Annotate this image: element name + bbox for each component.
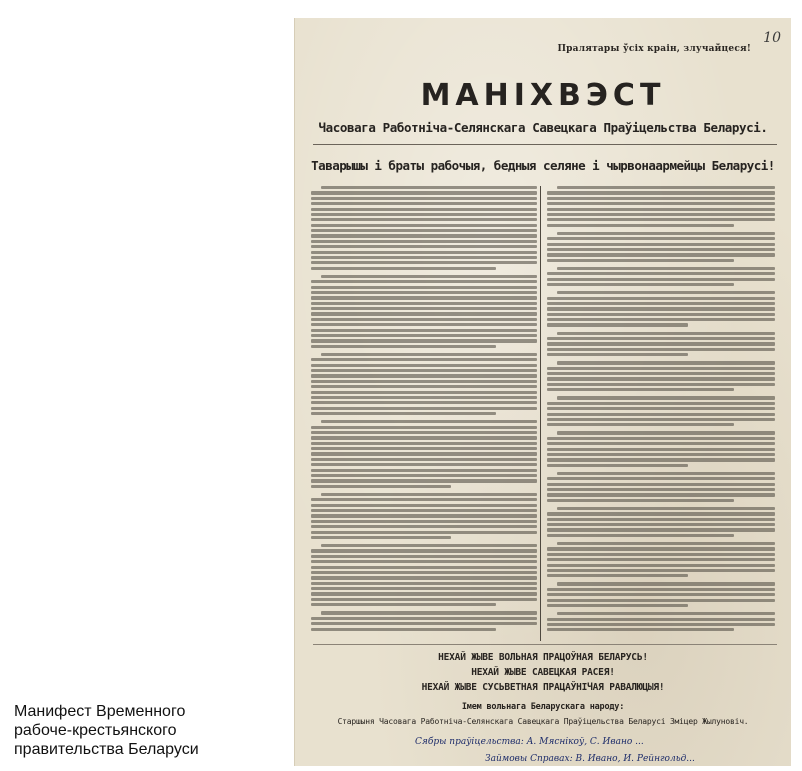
text-line	[547, 342, 775, 345]
text-line	[547, 464, 688, 467]
text-line	[311, 479, 537, 482]
text-line	[547, 564, 775, 567]
caption-line: Манифест Временного	[14, 703, 186, 720]
text-line	[547, 388, 734, 391]
text-line	[311, 442, 537, 445]
text-line	[311, 571, 537, 574]
text-line	[311, 504, 537, 507]
signature-stamp: Сябры праўіцельства: А. Мяснікоў, С. Ивано ...	[415, 737, 644, 747]
text-line	[547, 302, 775, 305]
text-paragraph	[311, 420, 537, 488]
text-line	[311, 560, 537, 563]
text-line	[311, 458, 537, 461]
text-line	[311, 234, 537, 237]
text-line	[547, 348, 775, 351]
text-line	[557, 232, 775, 235]
text-line	[311, 447, 537, 450]
text-line	[321, 186, 537, 189]
text-paragraph	[547, 472, 775, 502]
text-line	[311, 622, 537, 625]
text-line	[557, 267, 775, 270]
text-paragraph	[547, 267, 775, 286]
text-line	[557, 431, 775, 434]
text-line	[311, 218, 537, 221]
column-divider	[540, 186, 541, 641]
text-line	[311, 431, 537, 434]
text-column-right	[547, 186, 775, 641]
text-line	[547, 499, 734, 502]
government-signature-line: Старшыня Часовага Работніча-Селянскага Савецкага Праўіцельства Беларусі Зміцер Жылуновіч.	[337, 717, 749, 726]
document-title: МАНІХВЭСТ	[420, 78, 666, 113]
text-line	[547, 237, 775, 240]
text-line	[311, 251, 537, 254]
text-line	[311, 256, 537, 259]
text-line	[311, 240, 537, 243]
slogan-cheer: НЕХАЙ ЖЫВЕ САВЕЦКАЯ РАСЕЯ!	[471, 667, 615, 678]
text-line	[547, 493, 775, 496]
text-line	[547, 418, 775, 421]
text-line	[311, 566, 537, 569]
slogan: Пралятары ўсіх краін, злучайцеся!	[557, 44, 751, 54]
text-paragraph	[547, 186, 775, 227]
text-line	[311, 469, 537, 472]
text-line	[311, 245, 537, 248]
text-paragraph	[311, 275, 537, 348]
text-line	[547, 512, 775, 515]
text-line	[311, 307, 537, 310]
text-line	[311, 197, 537, 200]
text-line	[311, 334, 537, 337]
text-line	[311, 628, 496, 631]
text-line	[547, 483, 775, 486]
text-line	[547, 278, 775, 281]
text-line	[311, 514, 537, 517]
text-line	[547, 423, 734, 426]
caption-line: правительства Беларуси	[14, 741, 199, 758]
text-line	[547, 518, 775, 521]
text-line	[311, 208, 537, 211]
document-address: Таварышы і браты рабочыя, бедныя селяне і чырвонаармейцы Беларусі!	[311, 158, 775, 173]
text-line	[547, 208, 775, 211]
text-line	[311, 267, 496, 270]
text-line	[547, 534, 734, 537]
text-line	[547, 413, 775, 416]
text-line	[547, 402, 775, 405]
divider-line	[313, 144, 777, 145]
text-line	[311, 617, 537, 620]
text-paragraph	[547, 332, 775, 357]
text-line	[557, 472, 775, 475]
text-line	[311, 520, 537, 523]
text-line	[547, 437, 775, 440]
text-line	[547, 259, 734, 262]
text-line	[547, 593, 775, 596]
text-line	[547, 523, 775, 526]
text-paragraph	[311, 353, 537, 415]
text-paragraph	[547, 232, 775, 262]
text-line	[311, 291, 537, 294]
text-line	[321, 611, 537, 614]
image-caption	[14, 702, 284, 759]
text-line	[311, 369, 537, 372]
text-line	[547, 458, 775, 461]
text-line	[547, 477, 775, 480]
text-line	[557, 582, 775, 585]
text-line	[547, 453, 775, 456]
text-line	[547, 628, 734, 631]
document-subtitle: Часовага Работніча-Селянскага Савецкага Праўіцельства Беларусі.	[318, 120, 768, 135]
text-line	[321, 493, 537, 496]
text-line	[311, 401, 537, 404]
text-line	[547, 313, 775, 316]
text-line	[311, 407, 537, 410]
text-line	[547, 569, 775, 572]
text-line	[547, 243, 775, 246]
slogan-cheer: НЕХАЙ ЖЫВЕ ВОЛЬНАЯ ПРАЦОЎНАЯ БЕЛАРУСЬ!	[438, 652, 648, 663]
text-line	[547, 547, 775, 550]
text-line	[547, 337, 775, 340]
text-line	[547, 283, 734, 286]
text-line	[547, 604, 688, 607]
text-line	[311, 380, 537, 383]
text-line	[311, 463, 537, 466]
text-line	[311, 318, 537, 321]
text-line	[547, 588, 775, 591]
text-line	[547, 367, 775, 370]
text-paragraph	[547, 582, 775, 607]
text-line	[547, 272, 775, 275]
text-line	[547, 224, 734, 227]
text-line	[311, 261, 537, 264]
text-line	[311, 191, 537, 194]
text-line	[547, 202, 775, 205]
text-line	[547, 323, 688, 326]
text-line	[547, 448, 775, 451]
text-line	[311, 536, 451, 539]
text-paragraph	[311, 544, 537, 606]
text-line	[547, 353, 688, 356]
text-line	[311, 509, 537, 512]
text-line	[557, 186, 775, 189]
text-line	[311, 358, 537, 361]
text-line	[547, 574, 688, 577]
text-line	[311, 345, 496, 348]
text-line	[311, 549, 537, 552]
text-paragraph	[547, 542, 775, 577]
text-line	[311, 452, 537, 455]
text-line	[557, 361, 775, 364]
text-line	[321, 275, 537, 278]
text-line	[557, 396, 775, 399]
order-line: Імем вольнага Беларускага народу:	[461, 702, 625, 712]
text-line	[547, 197, 775, 200]
text-line	[547, 383, 775, 386]
text-line	[311, 286, 537, 289]
text-paragraph	[547, 361, 775, 391]
text-line	[311, 498, 537, 501]
text-line	[547, 407, 775, 410]
text-line	[557, 542, 775, 545]
text-line	[311, 436, 537, 439]
slogan-cheer: НЕХАЙ ЖЫВЕ СУСЬВЕТНАЯ ПРАЦАЎНІЧАЯ РАВАЛЮЦЫЯ!	[421, 682, 665, 693]
text-paragraph	[547, 291, 775, 326]
text-line	[311, 587, 537, 590]
text-line	[547, 553, 775, 556]
text-line	[547, 218, 775, 221]
text-line	[557, 612, 775, 615]
text-line	[547, 528, 775, 531]
text-paragraph	[547, 396, 775, 426]
text-line	[311, 592, 537, 595]
text-line	[311, 603, 496, 606]
text-line	[311, 474, 537, 477]
text-line	[311, 385, 537, 388]
text-line	[311, 339, 537, 342]
text-line	[311, 531, 537, 534]
signature-stamp: Займовы Справах: В. Ивано, И. Рейнгольд...	[485, 754, 695, 764]
text-line	[311, 202, 537, 205]
text-line	[311, 391, 537, 394]
text-paragraph	[311, 611, 537, 630]
text-line	[547, 372, 775, 375]
text-line	[311, 312, 537, 315]
text-line	[557, 507, 775, 510]
text-line	[547, 377, 775, 380]
text-line	[311, 280, 537, 283]
text-line	[311, 426, 537, 429]
text-line	[311, 302, 537, 305]
caption-line: рабоче-крестьянского	[14, 722, 177, 739]
page-number: 10	[763, 30, 781, 46]
text-line	[547, 253, 775, 256]
text-line	[547, 488, 775, 491]
text-line	[311, 229, 537, 232]
manifesto-document	[294, 18, 791, 766]
text-line	[311, 323, 537, 326]
text-line	[311, 576, 537, 579]
text-line	[311, 582, 537, 585]
text-line	[547, 558, 775, 561]
text-line	[547, 297, 775, 300]
text-line	[557, 291, 775, 294]
text-line	[547, 623, 775, 626]
text-line	[311, 224, 537, 227]
text-line	[311, 329, 537, 332]
text-line	[311, 364, 537, 367]
text-paragraph	[547, 507, 775, 537]
text-line	[547, 599, 775, 602]
text-line	[311, 213, 537, 216]
text-line	[547, 318, 775, 321]
text-line	[311, 396, 537, 399]
text-paragraph	[547, 431, 775, 466]
text-line	[547, 442, 775, 445]
text-line	[547, 618, 775, 621]
text-paragraph	[311, 493, 537, 539]
text-line	[311, 598, 537, 601]
text-line	[321, 353, 537, 356]
text-paragraph	[547, 612, 775, 631]
text-line	[547, 213, 775, 216]
text-line	[311, 525, 537, 528]
text-line	[311, 555, 537, 558]
text-line	[321, 544, 537, 547]
text-line	[311, 485, 451, 488]
text-line	[547, 191, 775, 194]
text-line	[547, 248, 775, 251]
text-line	[311, 296, 537, 299]
text-line	[557, 332, 775, 335]
text-line	[311, 412, 496, 415]
text-line	[321, 420, 537, 423]
text-paragraph	[311, 186, 537, 270]
divider-line	[313, 644, 777, 645]
text-column-left	[311, 186, 537, 641]
text-line	[311, 374, 537, 377]
text-line	[547, 307, 775, 310]
